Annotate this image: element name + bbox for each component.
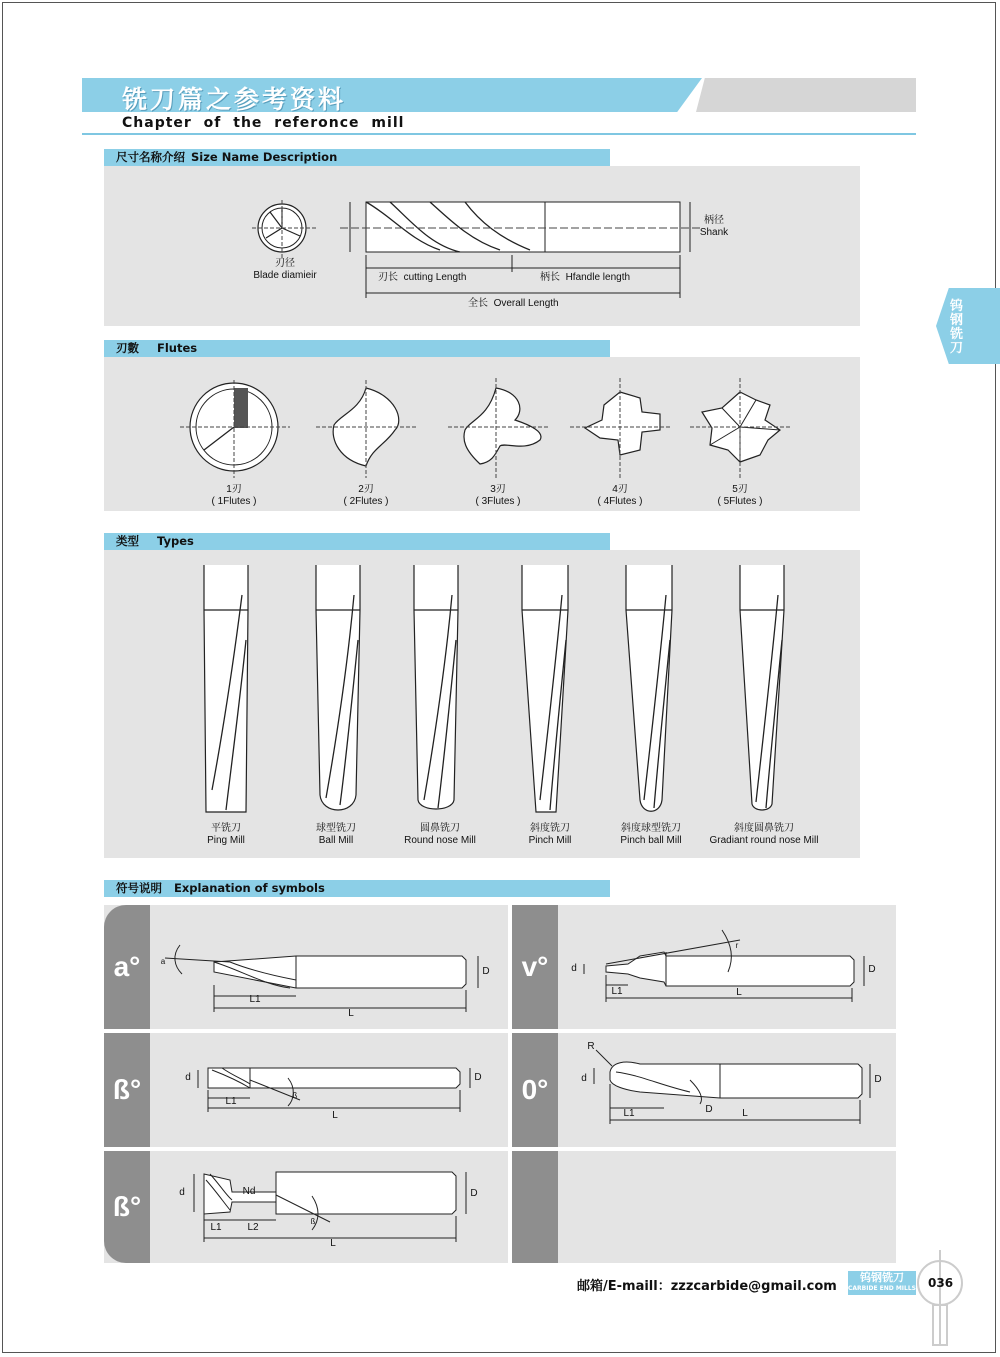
sym-v-angle: r <box>735 941 739 950</box>
sym-b2-l: L <box>330 1238 336 1249</box>
sym-v-l1: L1 <box>611 986 623 997</box>
section-size-cn: 尺寸名称介绍 <box>116 150 185 164</box>
blade-diameter-cn: 刃径 <box>275 258 295 269</box>
sym-b1-l1: L1 <box>225 1096 237 1107</box>
section-size-en: Size Name Description <box>191 150 338 164</box>
type-pinch-cn: 斜度铣刀 <box>530 823 570 834</box>
sym-b2-d: D <box>470 1188 478 1199</box>
sym-b1-angle: ß <box>292 1091 298 1100</box>
flute-4-en: ( 4Flutes ) <box>597 496 643 507</box>
type-pinch-en: Pinch Mill <box>528 835 572 846</box>
sym-v-d: D <box>868 964 876 975</box>
section-symbols-cn: 符号说明 <box>116 881 162 895</box>
shank-cn: 柄径 <box>704 215 724 226</box>
section-flutes-en: Flutes <box>157 341 198 355</box>
type-round-en: Round nose Mill <box>404 835 476 846</box>
flute-4-cn: 4刃 <box>612 484 628 495</box>
symbol-tab-v: v° <box>512 905 558 1029</box>
sym-b1-l: L <box>332 1110 338 1121</box>
flute-2-en: ( 2Flutes ) <box>343 496 389 507</box>
type-gradiant-en: Gradiant round nose Mill <box>709 835 819 846</box>
section-symbols-en: Explanation of symbols <box>174 881 325 895</box>
sym-a-l: L <box>348 1008 354 1019</box>
type-ping-cn: 平铣刀 <box>211 823 241 834</box>
cutting-cn: 刃长 <box>378 272 398 283</box>
sym-b2-d-small: d <box>179 1187 185 1198</box>
symbol-tab-b1: ß° <box>104 1033 150 1147</box>
sym-a-l1: L1 <box>249 994 261 1005</box>
type-round-cn: 圆鼻铣刀 <box>420 823 460 834</box>
sym-b1-d-small: d <box>185 1072 191 1083</box>
type-pinch-ball-cn: 斜度球型铣刀 <box>621 823 681 834</box>
footer-brand-sub: CARBIDE END MILLS <box>848 1285 917 1292</box>
flute-3-en: ( 3Flutes ) <box>475 496 521 507</box>
flute-1-cn: 1刃 <box>226 484 242 495</box>
sym-b2-angle: ß <box>310 1217 316 1226</box>
section-types-en: Types <box>157 534 194 548</box>
type-ball-cn: 球型铣刀 <box>316 823 356 834</box>
sym-a-d: D <box>482 966 490 977</box>
section-types-cn: 类型 <box>116 534 139 548</box>
sym-o-d2: D <box>705 1104 713 1115</box>
handle-en: Hfandle length <box>565 272 631 283</box>
symbol-tab-o: 0° <box>512 1033 558 1147</box>
footer-brand: 钨钢铣刀 <box>860 1271 904 1284</box>
symbol-tab-a: a° <box>104 905 150 1029</box>
sym-b1-d: D <box>474 1072 482 1083</box>
type-gradiant-cn: 斜度圆鼻铣刀 <box>734 823 794 834</box>
type-ball-en: Ball Mill <box>318 835 354 846</box>
sym-o-d: D <box>874 1074 882 1085</box>
sym-o-d-small: d <box>581 1073 587 1084</box>
shank-en: Shank <box>699 227 729 238</box>
flute-1-en: ( 1Flutes ) <box>211 496 257 507</box>
flute-3-cn: 3刃 <box>490 484 506 495</box>
page-number: 036 <box>928 1276 954 1290</box>
sym-b2-l1: L1 <box>210 1222 222 1233</box>
blade-diameter-en: Blade diamieir <box>253 270 317 281</box>
sym-a-angle: a <box>160 957 166 966</box>
footer-email: 邮箱/E-maill：zzzcarbide@gmail.com <box>577 1279 837 1294</box>
cutting-en: cutting Length <box>403 272 467 283</box>
symbol-tab-b2: ß° <box>104 1151 150 1263</box>
section-flutes-cn: 刃數 <box>116 341 139 355</box>
flute-2-cn: 2刃 <box>358 484 374 495</box>
sym-o-l: L <box>742 1108 748 1119</box>
flute-5-cn: 5刃 <box>732 484 748 495</box>
type-ping-en: Ping Mill <box>207 835 245 846</box>
page-subtitle: Chapter of the referonce mill <box>122 115 405 131</box>
type-pinch-ball-en: Pinch ball Mill <box>620 835 682 846</box>
overall-en: Overall Length <box>493 298 559 309</box>
page-title: 铣刀篇之参考资料 <box>122 85 347 114</box>
overall-cn: 全长 <box>468 298 488 309</box>
sym-b2-l2: L2 <box>247 1222 259 1233</box>
sym-v-l: L <box>736 987 742 998</box>
sym-v-d-small: d <box>571 963 577 974</box>
side-tab-label: 钨钢铣刀 <box>950 299 964 356</box>
flute-5-en: ( 5Flutes ) <box>717 496 763 507</box>
sym-b2-nd: Nd <box>242 1186 256 1197</box>
sym-o-l1: L1 <box>623 1108 635 1119</box>
sym-o-r: R <box>587 1041 595 1052</box>
handle-cn: 柄长 <box>540 272 560 283</box>
